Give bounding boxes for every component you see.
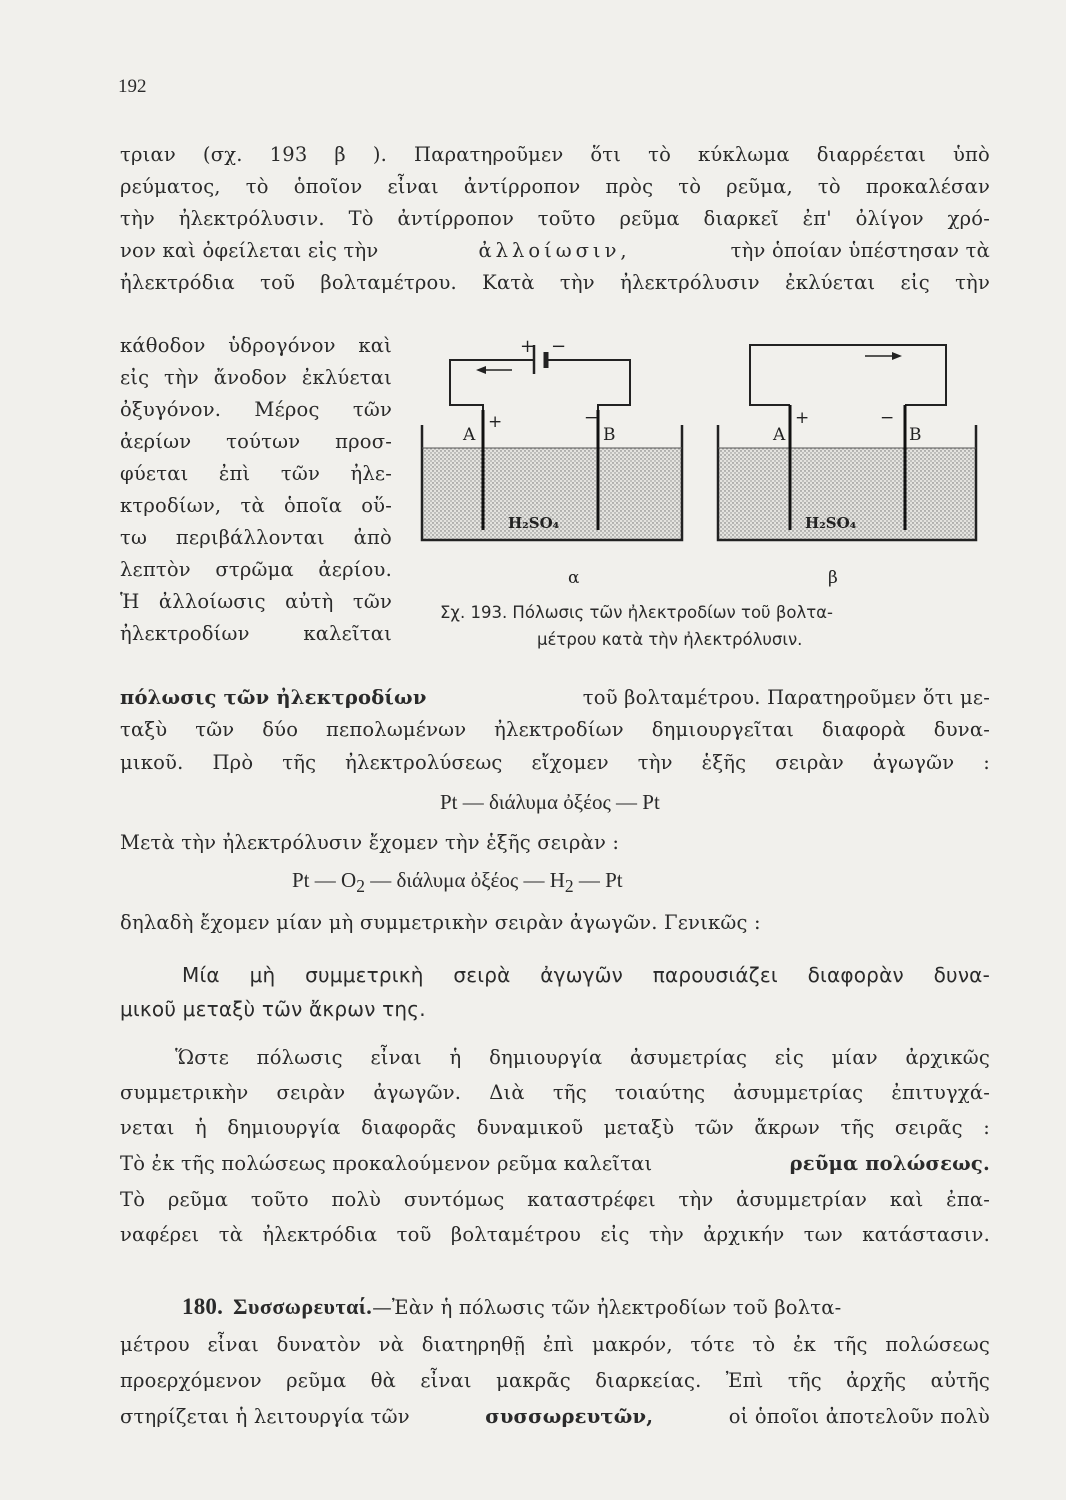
section-number: 180. — [182, 1294, 224, 1319]
figure-caption: μέτρου κατὰ τὴν ἠλεκτρόλυσιν. — [537, 630, 803, 649]
text-fragment: —Ἐὰν ἡ πόλωσις τῶν ἠλεκτροδίων τοῦ βολτα- — [372, 1296, 842, 1319]
text-line: κτροδίων, τὰ ὁποῖα οὕ- — [120, 494, 392, 517]
text-line: δηλαδὴ ἔχομεν μίαν μὴ συμμετρικὴν σειρὰν ἀγωγῶν. Γενικῶς : — [120, 911, 761, 934]
text-line: ταξὺ τῶν δύο πεπολωμένων ἠλεκτροδίων δημιουργεῖται διαφορὰ δυνα- — [120, 718, 990, 741]
electrode-A-label: A — [773, 425, 786, 445]
text-line: φύεται ἐπὶ τῶν ἠλε- — [120, 462, 392, 485]
text-line: λεπτὸν στρῶμα ἀερίου. — [120, 558, 392, 581]
text-line: ναφέρει τὰ ἠλεκτρόδια τοῦ βολταμέτρου εἰς τὴν ἀρχικήν των κατάστασιν. — [120, 1223, 990, 1246]
bold-term: ρεῦμα πολώσεως. — [789, 1152, 990, 1175]
text-fragment: στηρίζεται ἡ λειτουργία τῶν — [120, 1405, 410, 1428]
text-line: νεται ἡ δημιουργία διαφορᾶς δυναμικοῦ μεταξὺ τῶν ἄκρων τῆς σειρᾶς : — [120, 1116, 990, 1139]
text-fragment: νον καὶ ὀφείλεται εἰς τὴν — [120, 239, 379, 262]
cathode-minus-label: − — [584, 408, 599, 428]
text-line: ὀξυγόνον. Μέρος τῶν — [120, 398, 392, 421]
voltameter-figure — [400, 330, 990, 600]
text-line — [120, 1151, 990, 1177]
text-line: προερχόμενον ρεῦμα θὰ εἶναι μακρᾶς διαρκείας. Ἐπὶ τῆς ἀρχῆς αὐτῆς — [120, 1369, 990, 1392]
formula-part: — Pt — [573, 868, 623, 892]
subscript: 2 — [356, 876, 365, 897]
electrode-B-label: B — [909, 425, 922, 445]
spaced-term: ἀλλοίωσιν, — [478, 239, 631, 262]
text-fragment: οἱ ὁποῖοι ἀποτελοῦν πολὺ — [728, 1405, 990, 1428]
battery-plus-label: + — [520, 336, 536, 357]
figure-alpha-label: α — [568, 568, 580, 588]
text-line — [120, 685, 990, 711]
text-line: μέτρου εἶναι δυνατὸν νὰ διατηρηθῇ ἐπὶ μακρόν, τότε τὸ ἐκ τῆς πολώσεως — [120, 1333, 990, 1356]
arrow-left-icon — [476, 366, 486, 374]
text-line — [120, 238, 990, 264]
formula-after — [292, 868, 623, 897]
electrode-B-label: B — [603, 425, 616, 445]
text-line: ρεύματος, τὸ ὁποῖον εἶναι ἀντίρροπον πρὸς τὸ ρεῦμα, τὸ προκαλέσαν — [120, 175, 990, 198]
electrolyte-label: H₂SO₄ — [805, 514, 857, 532]
text-line: τω περιβάλλονται ἀπὸ — [120, 526, 392, 549]
text-line — [120, 1404, 990, 1430]
cathode-minus-label: − — [880, 408, 895, 428]
electrolyte-label: H₂SO₄ — [508, 514, 560, 532]
wire-closed-circuit — [750, 345, 946, 405]
anode-plus-label: + — [488, 412, 503, 432]
text-line: μικοῦ. Πρὸ τῆς ἠλεκτρολύσεως εἴχομεν τὴν ἑξῆς σειρὰν ἀγωγῶν : — [120, 751, 990, 774]
text-line: Ὥστε πόλωσις εἶναι ἡ δημιουργία ἀσυμετρίας εἰς μίαν ἀρχικῶς — [175, 1046, 990, 1069]
text-fragment: τοῦ βολταμέτρου. Παρατηροῦμεν ὅτι με- — [582, 686, 990, 709]
voltameter-alpha — [422, 336, 682, 588]
text-line: ἠλεκτροδίων καλεῖται — [120, 622, 392, 645]
text-line: τὴν ἠλεκτρόλυσιν. Τὸ ἀντίρροπον τοῦτο ρεῦμα διαρκεῖ ἐπ' ὀλίγον χρό- — [120, 207, 990, 230]
text-line: συμμετρικὴν σειρὰν ἀγωγῶν. Διὰ τῆς τοιαύτης ἀσυμμετρίας ἐπιτυγχά- — [120, 1081, 990, 1104]
electrode-A-label: A — [463, 425, 476, 445]
bold-term: συσσωρευτῶν, — [485, 1405, 654, 1428]
text-fragment: Τὸ ἐκ τῆς πολώσεως προκαλούμενον ρεῦμα καλεῖται — [120, 1152, 653, 1175]
text-line: εἰς τὴν ἄνοδον ἐκλύεται — [120, 366, 392, 389]
bold-term: πόλωσις τῶν ἠλεκτροδίων — [120, 686, 427, 709]
rule-line: Μία μὴ συμμετρικὴ σειρὰ ἀγωγῶν παρουσιάζει διαφορὰν δυνα- — [182, 963, 990, 987]
text-fragment: τὴν ὁποίαν ὑπέστησαν τὰ — [730, 239, 990, 262]
section-heading-line — [182, 1294, 990, 1321]
arrow-right-icon — [892, 352, 902, 360]
rule-line: μικοῦ μεταξὺ τῶν ἄκρων της. — [120, 997, 426, 1021]
text-line: τριαν (σχ. 193 β ). Παρατηροῦμεν ὅτι τὸ κύκλωμα διαρρέεται ὑπὸ — [120, 143, 990, 166]
page-number: 192 — [118, 76, 147, 97]
formula-part: Pt — O — [292, 868, 357, 892]
battery-minus-label: − — [551, 336, 567, 357]
voltameter-beta — [718, 345, 976, 588]
text-line: ἀερίων τούτων προσ- — [120, 430, 392, 453]
figure-beta-label: β — [828, 568, 838, 588]
subscript: 2 — [564, 876, 574, 897]
formula-before: Pt — διάλυμα ὀξέος — Pt — [440, 790, 660, 814]
text-line: Μετὰ τὴν ἠλεκτρόλυσιν ἔχομεν τὴν ἑξῆς σειρὰν : — [120, 831, 620, 854]
text-line: ἠλεκτρόδια τοῦ βολταμέτρου. Κατὰ τὴν ἠλεκτρόλυσιν ἐκλύεται εἰς τὴν — [120, 271, 990, 294]
anode-plus-label: + — [795, 408, 810, 428]
text-line: Ἡ ἀλλοίωσις αὐτὴ τῶν — [120, 590, 392, 613]
text-line: Τὸ ρεῦμα τοῦτο πολὺ συντόμως καταστρέφει τὴν ἀσυμμετρίαν καὶ ἐπα- — [120, 1188, 990, 1211]
formula-part: — διάλυμα ὀξέος — H — [364, 868, 565, 892]
figure-caption: Σχ. 193. Πόλωσις τῶν ἠλεκτροδίων τοῦ βολτα- — [440, 603, 833, 622]
text-line: κάθοδον ὑδρογόνον καὶ — [120, 334, 392, 357]
section-title: Συσσωρευταί. — [233, 1294, 373, 1319]
